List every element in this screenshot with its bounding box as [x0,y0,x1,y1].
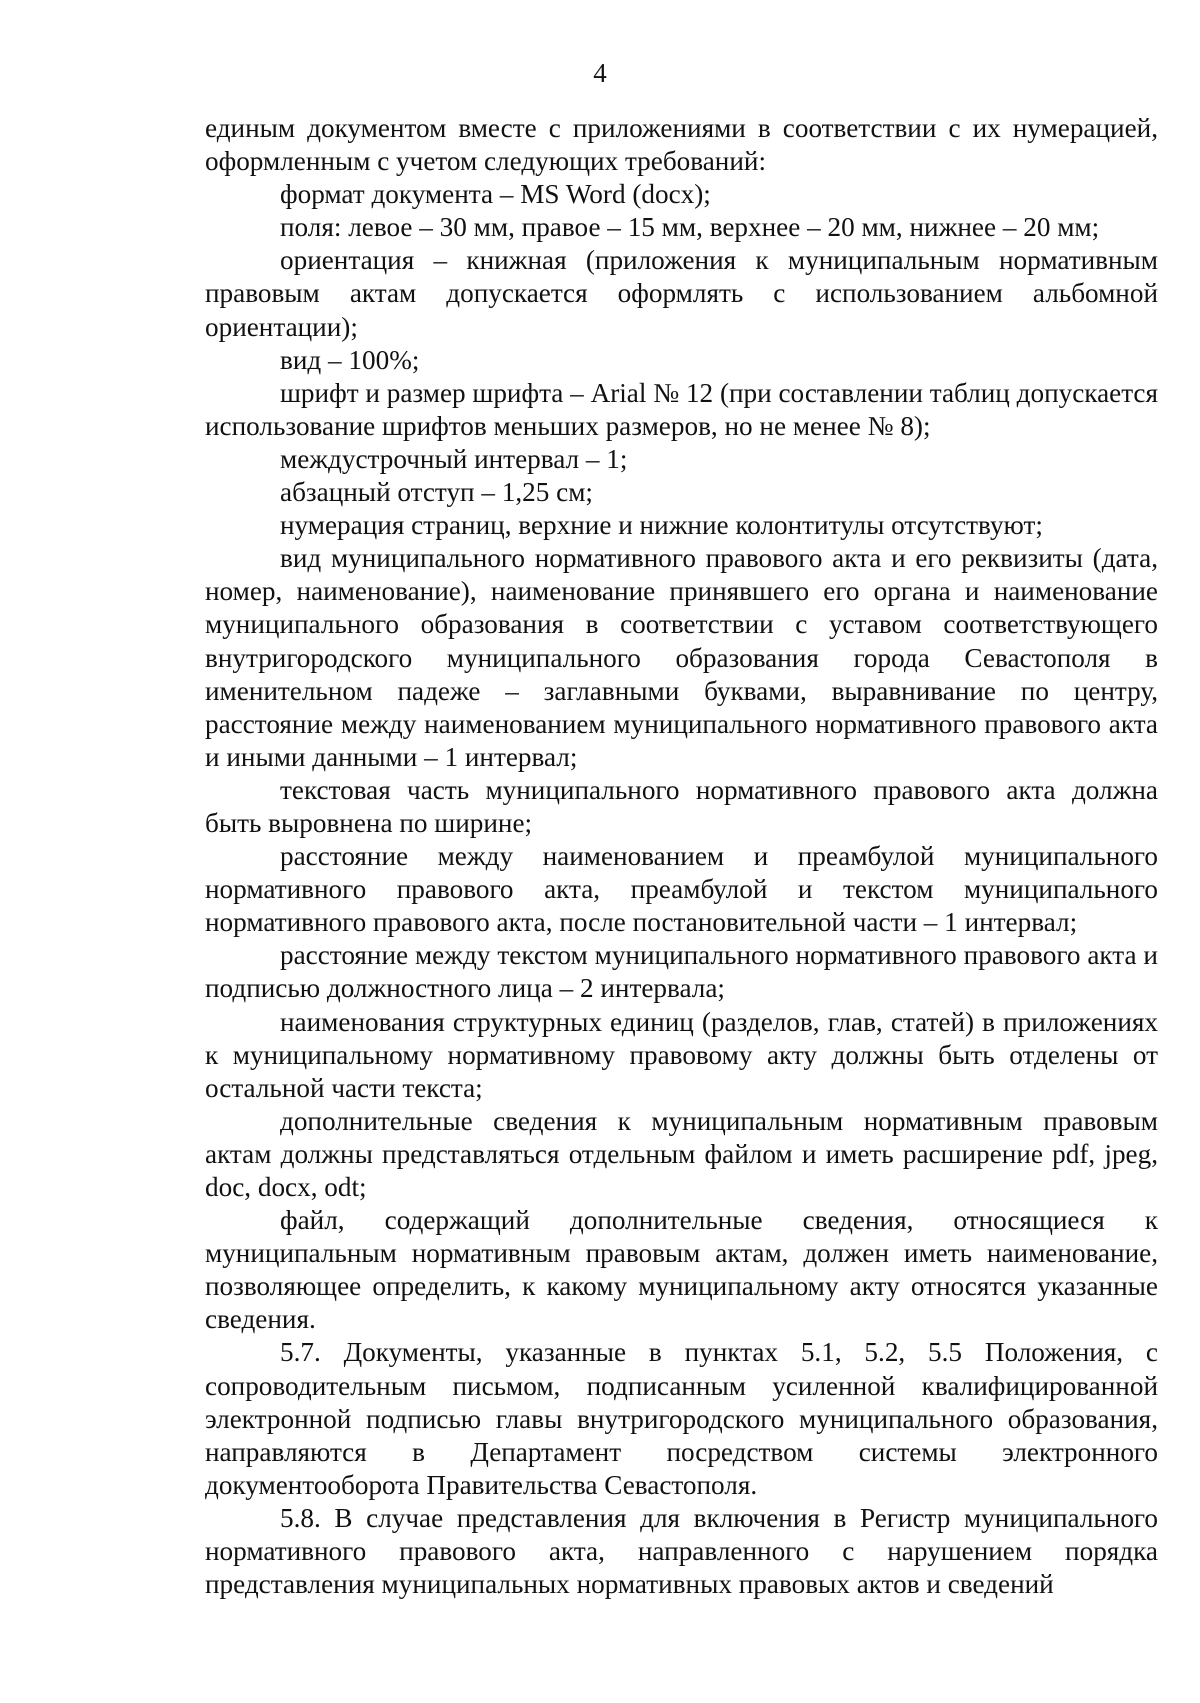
document-body [205,112,1158,1601]
paragraph-orientation: ориентация – книжная (приложения к муниципальным нормативным правовым актам допускается оформлять с использованием альбомной ориентации); [205,245,1158,342]
paragraph-preamble-spacing: расстояние между наименованием и преамбулой муниципального нормативного правового акта, преамбулой и текстом муниципального нормативного правового акта, после постановительной части – 1 интервал; [205,841,1158,938]
paragraph-text-alignment: текстовая часть муниципального нормативного правового акта должна быть выровнена по ширине; [205,774,1158,838]
paragraph-indent: абзацный отступ – 1,25 см; [280,477,593,508]
paragraph-structural-units: наименования структурных единиц (разделов, глав, статей) в приложениях к муниципальному нормативному правовому акту должны быть отделены от остальной части текста; [205,1006,1158,1103]
paragraph-format: формат документа – MS Word (docx); [280,179,711,210]
page-number: 4 [593,58,607,88]
paragraph-signature-spacing: расстояние между текстом муниципального нормативного правового акта и подписью должностного лица – 2 интервала; [205,940,1158,1004]
paragraph-font: шрифт и размер шрифта – Arial № 12 (при составлении таблиц допускается использование шрифтов меньших размеров, но не менее № 8); [205,377,1158,441]
paragraph-page-numbering: нумерация страниц, верхние и нижние колонтитулы отсутствуют; [280,510,1043,541]
paragraph-section-5-8: 5.8. В случае представления для включения в Регистр муниципального нормативного правового акта, направленного с нарушением порядка представления муниципальных нормативных правовых актов и сведений [205,1502,1158,1600]
paragraph-view: вид – 100%; [280,344,420,375]
paragraph-continuation: единым документом вместе с приложениями в соответствии с их нумерацией, оформленным с учетом следующих требований: [205,113,1158,177]
paragraph-margins: поля: левое – 30 мм, правое – 15 мм, верхнее – 20 мм, нижнее – 20 мм; [280,212,1100,243]
paragraph-section-5-7: 5.7. Документы, указанные в пунктах 5.1, 5.2, 5.5 Положения, с сопроводительным письмом, подписанным усиленной квалифицированной электронной подписью главы внутригородского муниципального образования, направляются в Департамент посредством системы электронного документооборота Правительства Севастополя. [205,1337,1158,1500]
paragraph-file-naming: файл, содержащий дополнительные сведения, относящиеся к муниципальным нормативным правовым актам, должен иметь наименование, позволяющее определить, к какому муниципальному акту относятся указанные сведения. [205,1205,1158,1335]
paragraph-additional-info: дополнительные сведения к муниципальным нормативным правовым актам должны представляться отдельным файлом и иметь расширение pdf, jpeg, doc, docx, odt; [205,1105,1158,1202]
paragraph-line-spacing: междустрочный интервал – 1; [280,443,628,474]
paragraph-act-requisites: вид муниципального нормативного правового акта и его реквизиты (дата, номер, наименование), наименование принявшего его органа и наименование муниципального образования в соответствии с уставом соответствующего внутригородского муниципального образования города Севастополя в именительном падеже – заглавными буквами, выравнивание по центру, расстояние между наименованием муниципального нормативного правового акта и иными данными – 1 интервал; [205,543,1158,772]
